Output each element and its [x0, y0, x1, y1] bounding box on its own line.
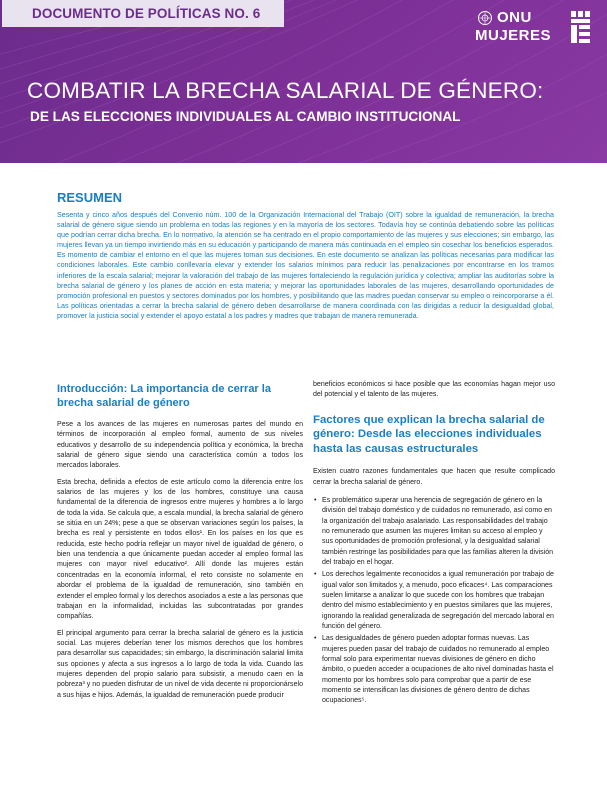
- list-item: • Es problemático superar una herencia de segregación de género en la división del trabajo doméstico y de cuidados no remunerado, así como en la organización del trabajo asalariado. Las responsabilidades del trabajo no remunerado que asumen las mujeres limitan su acceso al empleo y sus oportunidades de promoción profesional, y la desigualdad salarial también restringe las posibilidades para que las familias alteren la división del trabajo en el hogar.: [313, 496, 555, 568]
- header-banner: [0, 0, 607, 163]
- factors-heading: Factores que explican la brecha salarial de género: Desde las elecciones individuales hasta las causas estructurales: [313, 413, 545, 455]
- list-item: • Las desigualdades de género pueden adoptar formas nuevas. Las mujeres pueden pasar del trabajo de cuidados no remunerado al empleo formal solo para experimentar nuevas divisiones de género en dicho ámbito, o pueden acceder a ocupaciones de alto nivel dominadas hasta el momento por los hombres solo para comprobar que a partir de ese momento se intensifican las divisiones de género dentro de dichas ocupaciones⁵.: [313, 634, 555, 706]
- summary-text: Sesenta y cinco años después del Convenio núm. 100 de la Organización Internacional del Trabajo (OIT) sobre la igualdad de remuneración, la brecha salarial de género sigue siendo un problema en todas las regiones y en la mayoría de los sectores. Todavía hoy se continúa debatiendo sobre las políticas que podrían cerrar dicha brecha. En lo normativo, la atención se ha centrado en el propio comportamiento de las mujeres y sus elecciones; sin embargo, las mujeres llevan ya un tiempo invirtiendo más en su educación y participando de manera más continuada en el empleo sin cosechar los beneficios esperados. Es momento de cambiar el entorno en el que las mujeres toman sus decisiones. En este documento se analizan las políticas necesarias para modificar las condiciones laborales. Este cambio conllevaría elevar y extender los salarios mínimos para reducir las penalizaciones por encontrarse en los tramos inferiores de la escala salarial; mejorar la valoración del trabajo de las mujeres fortaleciendo la regulación jurídica y colectiva; ampliar las auditorías sobre la brecha salarial de género y los planes de acción en esta materia; y mejorar las oportunidades laborales de las mujeres, desarrollando oportunidades de promoción profesional en puestos y sectores dominados por los hombres, y posibilitando que las madres puedan conservar su empleo o reincorporarse a él. Las políticas orientadas a cerrar la brecha salarial de género deben desarrollarse de manera coordinada con las dirigidas a reducir la desigualdad global, promover la justicia social y extender el apoyo estatal a los padres y madres que trabajan de manera remunerada.: [57, 211, 554, 320]
- intro-paragraph-1: Pese a los avances de las mujeres en numerosas partes del mundo en términos de incorporación al empleo formal, aumento de sus niveles educativos y desarrollo de su independencia política y económica, la brecha salarial de género sigue siendo una característica común a todos los mercados laborales.: [57, 421, 303, 470]
- un-women-logo: [469, 8, 595, 48]
- women-symbol-icon: [569, 10, 591, 44]
- document-tag: DOCUMENTO DE POLÍTICAS NO. 6: [2, 0, 284, 27]
- intro-paragraph-2: Esta brecha, definida a efectos de este artículo como la diferencia entre los salarios de las mujeres y los de los hombres, constituye una causa fundamental de la diferencia de ingresos entre mujeres y hombres a lo largo de toda la vida. Se calcula que, a escala mundial, la brecha salarial de género se sitúa en un 24%; pese a que se observan variaciones según los países, la brecha es real y persistente en todos ellos¹. En los países en los que es reducida, este hecho podría reflejar un mayor nivel de igualdad de género, o bien una tendencia a que únicamente puedan acceder al empleo formal las mujeres con mayor nivel educativo². Allí donde las mujeres están concentradas en la economía informal, el reto consiste no solamente en abordar el problema de la igualdad de remuneración, sino también en extender el empleo formal y los derechos asociados a este a las personas que trabajan en la informalidad, incluidas las subcontratadas por grandes compañías.: [57, 478, 303, 621]
- summary-heading: RESUMEN: [57, 190, 123, 205]
- un-emblem-icon: [477, 10, 493, 26]
- intro-continuation: beneficios económicos si hace posible que las economías hagan mejor uso del potencial y el talento de las mujeres.: [313, 381, 555, 399]
- intro-paragraph-3: El principal argumento para cerrar la brecha salarial de género es la justicia social. Las mujeres deberían tener los mismos derechos que los hombres para desarrollar sus capacidades; sin embargo, la discriminación salarial limita sus opciones y afecta a sus ingresos a lo largo de toda la vida. Cuando las mujeres dependen del propio salario para subsistir, a menudo caen en la pobreza³ y no pueden disfrutar de un nivel de vida decente ni proporcionárselo a sus hijas e hijos. Además, la igualdad de remuneración puede producir: [57, 629, 303, 699]
- intro-heading: Introducción: La importancia de cerrar la brecha salarial de género: [57, 383, 271, 409]
- document-subtitle: DE LAS ELECCIONES INDIVIDUALES AL CAMBIO INSTITUCIONAL: [30, 109, 461, 124]
- factors-intro: Existen cuatro razones fundamentales que hacen que resulte complicado cerrar la brecha salarial de género.: [313, 468, 555, 486]
- list-item: • Los derechos legalmente reconocidos a igual remuneración por trabajo de igual valor son limitados y, a menudo, poco eficaces⁴. Las comparaciones suelen limitarse a analizar lo que sucede con los hombres que trabajan dentro del mismo establecimiento y en puestos similares que las mujeres, ignorando la realidad generalizada de segregación del mercado laboral en función del género.: [313, 570, 555, 632]
- document-title: COMBATIR LA BRECHA SALARIAL DE GÉNERO:: [27, 78, 544, 103]
- logo-text-onu: ONU: [497, 9, 532, 26]
- factors-list: [313, 496, 555, 707]
- logo-text-mujeres: MUJERES: [475, 27, 552, 44]
- right-column: [313, 380, 555, 709]
- left-column: [57, 380, 303, 701]
